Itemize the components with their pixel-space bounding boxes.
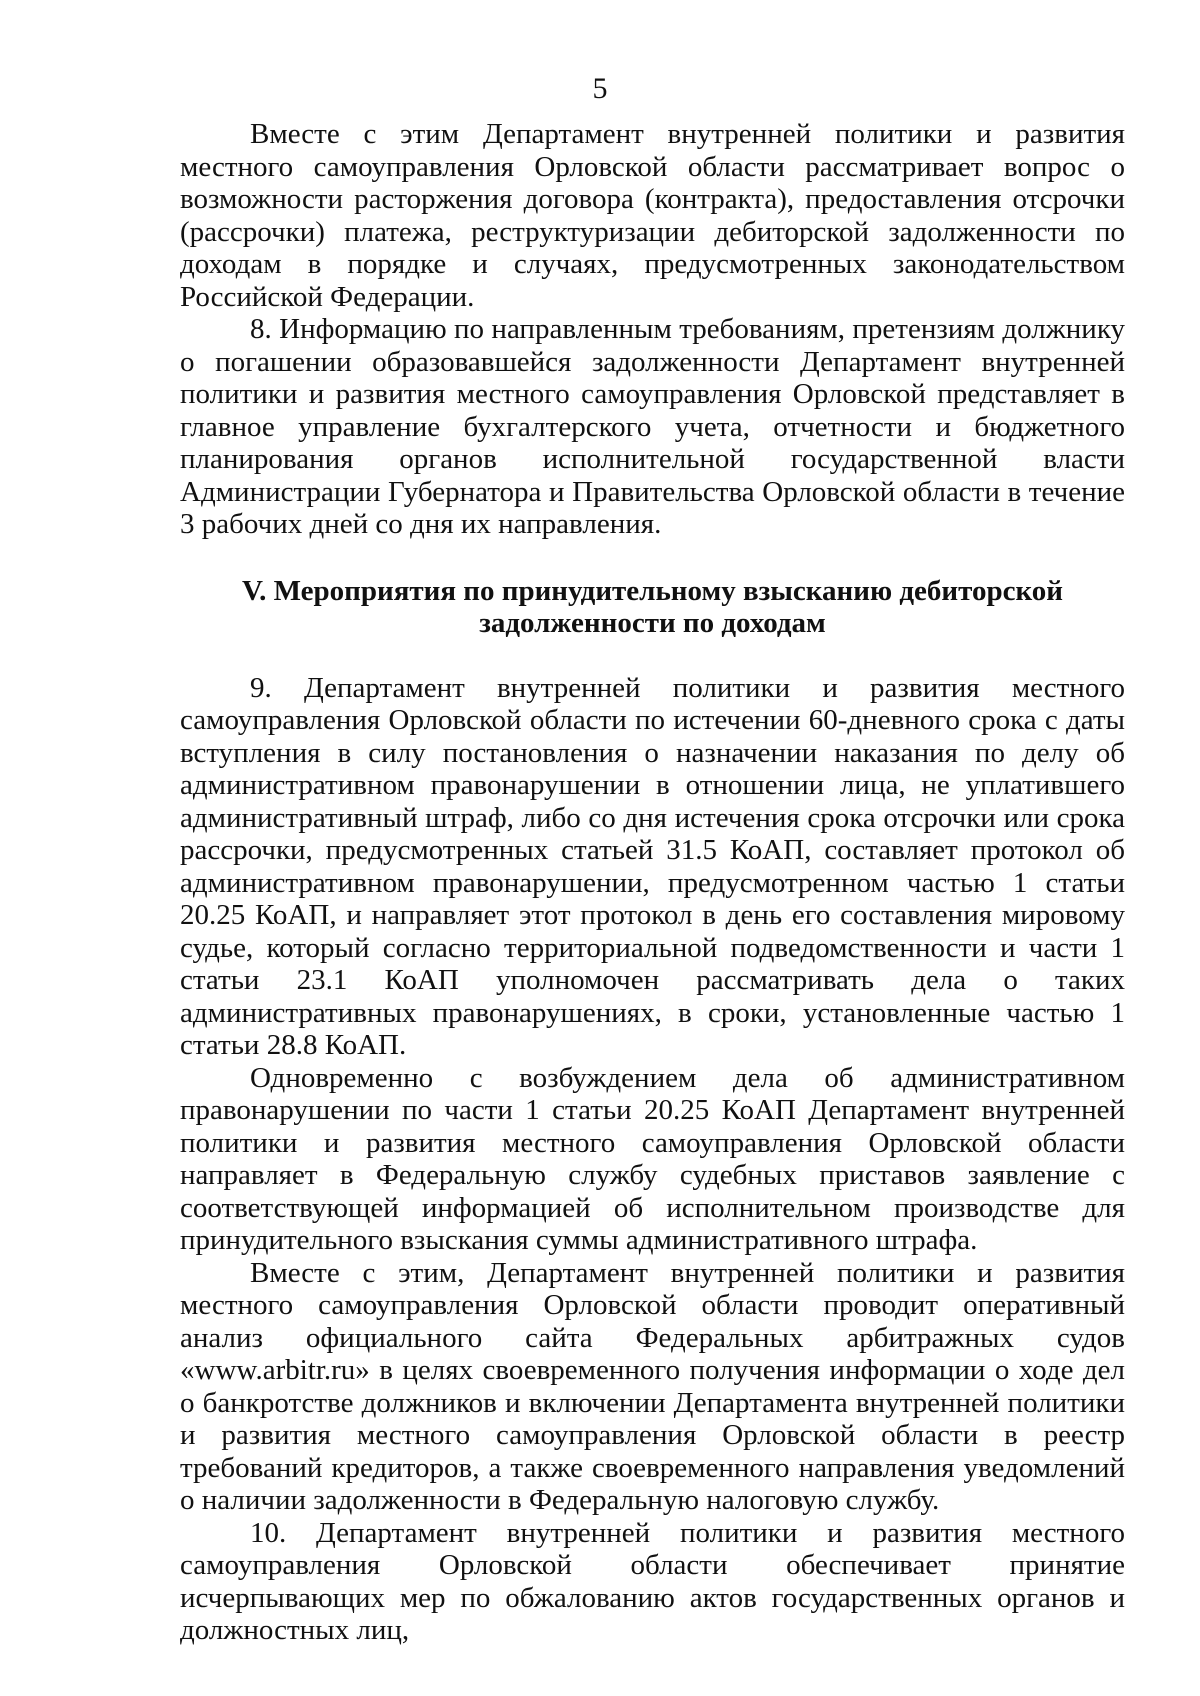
- document-body: [180, 118, 1125, 1647]
- section-heading: V. Мероприятия по принудительному взысканию дебиторской задолженности по доходам: [241, 574, 1064, 639]
- page-number: 5: [592, 72, 608, 105]
- paragraph-item-10: 10. Департамент внутренней политики и развития местного самоуправления Орловской области обеспечивает принятие исчерпывающих мер по обжалованию актов государственных органов и должностных лиц,: [180, 1516, 1125, 1646]
- paragraph-debt-restructuring: Вместе с этим Департамент внутренней политики и развития местного самоуправления Орловской области рассматривает вопрос о возможности расторжения договора (контракта), предоставления отсрочки (рассрочки) платежа, реструктуризации дебиторской задолженности по доходам в порядке и случаях, предусмотренных законодательством Российской Федерации.: [180, 118, 1125, 313]
- paragraph-arbitration-monitoring: Вместе с этим, Департамент внутренней политики и развития местного самоуправления Орловской области проводит оперативный анализ официального сайта Федеральных арбитражных судов «www.arbitr.ru» в целях своевременного получения информации о ходе дел о банкротстве должников и включении Департамента внутренней политики и развития местного самоуправления Орловской области в реестр требований кредиторов, а также своевременного направления уведомлений о наличии задолженности в Федеральную налоговую службу.: [180, 1256, 1125, 1516]
- paragraph-bailiff-service: Одновременно с возбуждением дела об административном правонарушении по части 1 статьи 20.25 КоАП Департамент внутренней политики и развития местного самоуправления Орловской области направляет в Федеральную службу судебных приставов заявление с соответствующей информацией об исполнительном производстве для принудительного взыскания суммы административного штрафа.: [180, 1061, 1125, 1256]
- paragraph-item-8: 8. Информацию по направленным требованиям, претензиям должнику о погашении образовавшейся задолженности Департамент внутренней политики и развития местного самоуправления Орловской представляет в главное управление бухгалтерского учета, отчетности и бюджетного планирования органов исполнительной государственной власти Администрации Губернатора и Правительства Орловской области в течение 3 рабочих дней со дня их направления.: [180, 313, 1125, 540]
- paragraph-item-9: 9. Департамент внутренней политики и развития местного самоуправления Орловской области по истечении 60-дневного срока с даты вступления в силу постановления о назначении наказания по делу об административном правонарушении в отношении лица, не уплатившего административный штраф, либо со дня истечения срока отсрочки или срока рассрочки, предусмотренных статьей 31.5 КоАП, составляет протокол об административном правонарушении, предусмотренном частью 1 статьи 20.25 КоАП, и направляет этот протокол в день его составления мировому судье, который согласно территориальной подведомственности и части 1 статьи 23.1 КоАП уполномочен рассматривать дела о таких административных правонарушениях, в сроки, установленные частью 1 статьи 28.8 КоАП.: [180, 671, 1125, 1061]
